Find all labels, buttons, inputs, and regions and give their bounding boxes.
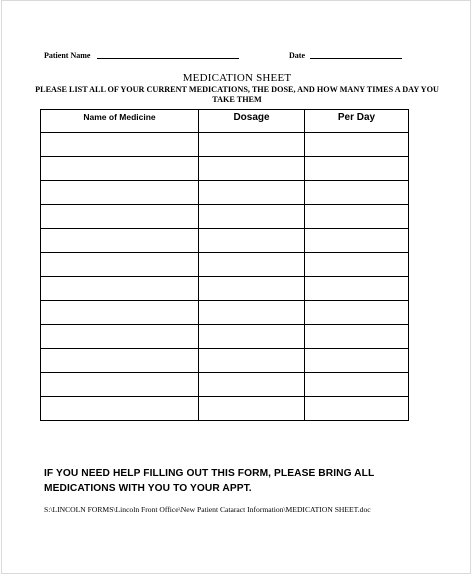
- date-label: Date: [289, 51, 305, 60]
- per-day-cell[interactable]: [305, 133, 409, 157]
- dosage-cell[interactable]: [199, 397, 305, 421]
- table-row: [41, 253, 409, 277]
- medicine-cell[interactable]: [41, 397, 199, 421]
- dosage-cell[interactable]: [199, 253, 305, 277]
- medicine-cell[interactable]: [41, 205, 199, 229]
- table-row: [41, 277, 409, 301]
- page-title: MEDICATION SHEET: [182, 72, 292, 84]
- medication-table: [40, 109, 409, 421]
- medicine-cell[interactable]: [41, 325, 199, 349]
- table-row: [41, 133, 409, 157]
- dosage-cell[interactable]: [199, 157, 305, 181]
- per-day-cell[interactable]: [305, 157, 409, 181]
- column-header-medicine: Name of Medicine: [41, 110, 199, 133]
- dosage-cell[interactable]: [199, 229, 305, 253]
- medicine-cell[interactable]: [41, 253, 199, 277]
- medicine-cell[interactable]: [41, 349, 199, 373]
- per-day-cell[interactable]: [305, 181, 409, 205]
- table-row: [41, 373, 409, 397]
- dosage-cell[interactable]: [199, 325, 305, 349]
- dosage-cell[interactable]: [199, 373, 305, 397]
- column-header-dosage: Dosage: [199, 110, 305, 133]
- medicine-cell[interactable]: [41, 373, 199, 397]
- medicine-cell[interactable]: [41, 133, 199, 157]
- table-header-row: [41, 110, 409, 133]
- table-body: [41, 133, 409, 421]
- table-row: [41, 397, 409, 421]
- dosage-cell[interactable]: [199, 205, 305, 229]
- date-field[interactable]: [310, 58, 402, 59]
- patient-name-field[interactable]: [97, 58, 239, 59]
- per-day-cell[interactable]: [305, 349, 409, 373]
- table-row: [41, 181, 409, 205]
- patient-name-label: Patient Name: [44, 51, 91, 60]
- per-day-cell[interactable]: [305, 277, 409, 301]
- dosage-cell[interactable]: [199, 133, 305, 157]
- per-day-cell[interactable]: [305, 301, 409, 325]
- column-header-per-day: Per Day: [305, 110, 409, 133]
- per-day-cell[interactable]: [305, 325, 409, 349]
- medicine-cell[interactable]: [41, 229, 199, 253]
- table-row: [41, 205, 409, 229]
- instructions-text: PLEASE LIST ALL OF YOUR CURRENT MEDICATIONS, THE DOSE, AND HOW MANY TIMES A DAY YOU TAKE THEM: [35, 85, 439, 104]
- medicine-cell[interactable]: [41, 301, 199, 325]
- per-day-cell[interactable]: [305, 229, 409, 253]
- table-row: [41, 229, 409, 253]
- per-day-cell[interactable]: [305, 205, 409, 229]
- per-day-cell[interactable]: [305, 397, 409, 421]
- medicine-cell[interactable]: [41, 181, 199, 205]
- table-row: [41, 325, 409, 349]
- dosage-cell[interactable]: [199, 301, 305, 325]
- dosage-cell[interactable]: [199, 181, 305, 205]
- medicine-cell[interactable]: [41, 277, 199, 301]
- per-day-cell[interactable]: [305, 253, 409, 277]
- table-row: [41, 157, 409, 181]
- table-row: [41, 349, 409, 373]
- help-note: IF YOU NEED HELP FILLING OUT THIS FORM, PLEASE BRING ALL MEDICATIONS WITH YOU TO YOUR APPT.: [44, 468, 375, 494]
- per-day-cell[interactable]: [305, 373, 409, 397]
- medicine-cell[interactable]: [41, 157, 199, 181]
- dosage-cell[interactable]: [199, 277, 305, 301]
- file-path-text: S:\LINCOLN FORMS\Lincoln Front Office\New Patient Cataract Information\MEDICATION SHEET.doc: [44, 505, 371, 514]
- dosage-cell[interactable]: [199, 349, 305, 373]
- table-row: [41, 301, 409, 325]
